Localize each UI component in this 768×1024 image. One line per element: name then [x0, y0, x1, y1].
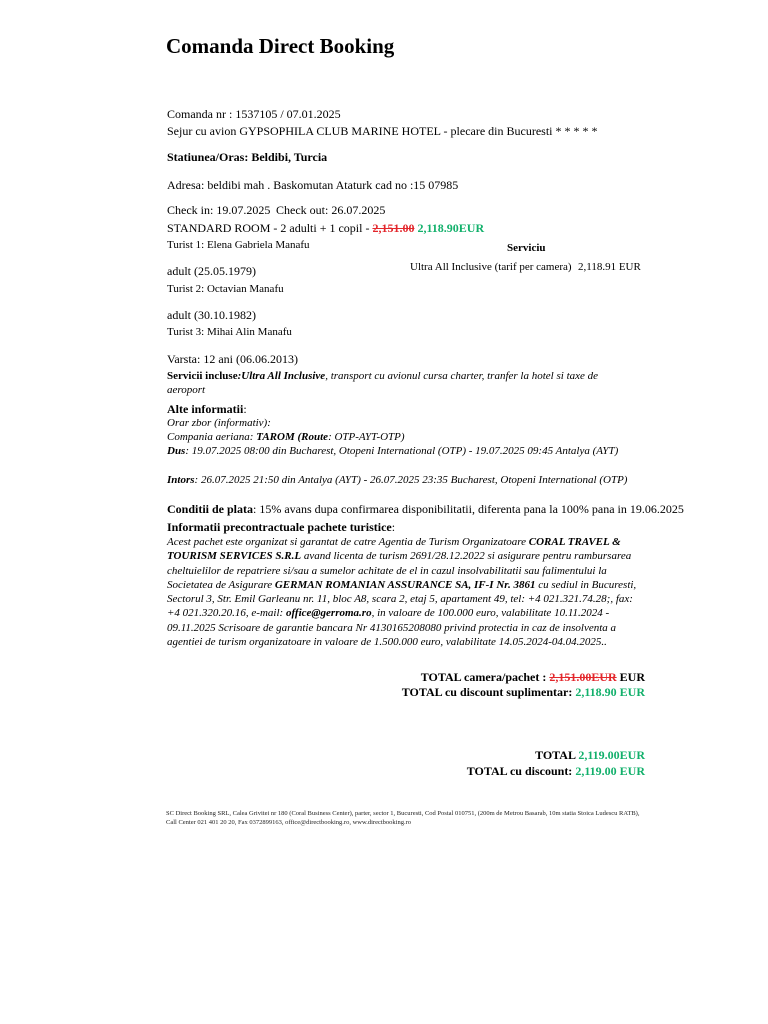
outbound-text: : 19.07.2025 08:00 din Bucharest, Otopeni International (OTP) - 19.07.2025 09:45 Antalya (AYT)	[185, 445, 619, 457]
service-description: Ultra All Inclusive (tarif per camera)	[410, 261, 572, 273]
return-flight	[167, 474, 627, 486]
precontract-p4: , in valoare de 100.000 euro, valabilitate 10.11.2024 - 09.11.2025 Scrisoare de garantie bancara Nr 4130165208080 privind protectia in caz de insolventa a agentiei de turism organizatoare in valoare de 1.500.000 euro, valabilitate 14.05.2024-04.04.2025..	[167, 607, 617, 649]
outbound-flight	[167, 445, 618, 457]
other-info-heading	[167, 402, 247, 417]
tourist-2-type: adult (30.10.1982)	[167, 308, 256, 322]
precontract-label: Informatii precontractuale pachete turistice	[167, 520, 392, 534]
grand-total-value: 2,119.00EUR	[578, 748, 645, 762]
precontract-p2: avand licenta de turism 2691/28.12.2022 si asigurare pentru rambursarea cheltuielilor de repatriere si/sau a sumelor achitate de el in cazul insolvabilitatii sau falimentului la Societatea de Asigurare	[167, 550, 632, 591]
checkin: Check in: 19.07.2025	[167, 203, 271, 217]
outbound-label: Dus	[167, 445, 186, 457]
included-services	[167, 369, 645, 398]
flight-schedule-label: Orar zbor (informativ):	[167, 417, 271, 429]
station-line	[167, 150, 327, 165]
precontract-p1: Acest pachet este organizat si garantat de catre Agentia de Turism Organizatoare	[167, 536, 529, 548]
trip-line: Sejur cu avion GYPSOPHILA CLUB MARINE HOTEL - plecare din Bucuresti * * * * *	[167, 124, 598, 138]
payment-label: Conditii de plata	[167, 502, 254, 516]
total-discount-supp-value: 2,118.90 EUR	[575, 685, 645, 699]
room-description: STANDARD ROOM - 2 adulti + 1 copil -	[167, 221, 370, 235]
tourist-3-name: Turist 3: Mihai Alin Manafu	[167, 326, 292, 338]
return-label: Intors	[167, 474, 195, 486]
grand-total-label: TOTAL	[535, 748, 576, 762]
tourist-1-name: Turist 1: Elena Gabriela Manafu	[167, 239, 310, 251]
total-camera-line	[421, 670, 645, 685]
total-camera-currency: EUR	[619, 670, 645, 684]
included-colon: :	[237, 370, 242, 382]
service-header: Serviciu	[507, 242, 546, 254]
payment-text: : 15% avans dupa confirmarea disponibilitatii, diferenta pana la 100% pana in 19.06.2025	[253, 502, 684, 516]
footer-company-info: SC Direct Booking SRL, Calea Grivitei nr 180 (Coral Business Center), parter, sector 1, Bucuresti, Cod Postal 010751, (200m de Metrou Basarab, 10m statia Stoica Ludescu RATB), Call Center 021 401 20 20, Fax 0372899163, office@directbooking.ro, www.directbooking.ro	[166, 810, 640, 826]
other-info-colon: :	[243, 402, 247, 416]
insurer-email: office@gerroma.ro	[285, 607, 372, 620]
address-line: Adresa: beldibi mah . Baskomutan Ataturk cad no :15 07985	[167, 178, 459, 192]
grand-total-discount-value: 2,119.00 EUR	[575, 764, 645, 778]
room-new-price: 2,118.90EUR	[417, 221, 485, 235]
total-discount-supp-label: TOTAL cu discount suplimentar:	[401, 685, 573, 699]
page-title: Comanda Direct Booking	[166, 34, 395, 58]
included-highlight: Ultra All Inclusive	[241, 370, 326, 382]
airline-label: Compania aeriana:	[167, 431, 257, 443]
grand-total-discount-line	[467, 764, 645, 779]
airline-line	[167, 431, 405, 443]
room-line	[167, 221, 484, 236]
included-line2: aeroport	[167, 384, 206, 397]
included-rest: , transport cu avionul cursa charter, tranfer la hotel si taxe de	[325, 370, 599, 382]
station-value: Beldibi, Turcia	[251, 150, 328, 164]
payment-conditions	[167, 502, 684, 517]
service-price: 2,118.91 EUR	[578, 261, 641, 273]
precontract-colon: :	[391, 520, 396, 534]
included-label: Servicii incluse	[167, 370, 238, 382]
tourist-1-type: adult (25.05.1979)	[167, 264, 256, 278]
total-camera-old: 2,151.00EUR	[549, 670, 617, 684]
precontract-p3: cu sediul in Bucuresti, Sectorul 3, Str. Emil Garleanu nr. 11, bloc A8, scara 2, etaj 5, apartament 49, tel: +4 021.321.74.28;, fax: +4 021.320.20.16, e-mail:	[167, 578, 637, 620]
organizer-company: CORAL TRAVEL & TOURISM SERVICES S.R.L	[167, 536, 621, 563]
room-old-price: 2,151.00	[372, 221, 415, 235]
tourist-3-type: Varsta: 12 ani (06.06.2013)	[167, 352, 298, 366]
precontract-heading	[167, 520, 395, 535]
airline-value: TAROM (Route	[256, 431, 329, 443]
station-label: Statiunea/Oras:	[167, 150, 249, 164]
insurer-name: GERMAN ROMANIAN ASSURANCE SA, IF-I Nr. 3861	[274, 578, 536, 591]
total-camera-label: TOTAL camera/pachet :	[420, 670, 547, 684]
return-text: : 26.07.2025 21:50 din Antalya (AYT) - 26.07.2025 23:35 Bucharest, Otopeni International (OTP)	[194, 474, 628, 486]
checkout: Check out: 26.07.2025	[276, 203, 386, 217]
airline-route: : OTP-AYT-OTP)	[328, 431, 405, 443]
grand-total-line	[535, 748, 645, 763]
tourist-2-name: Turist 2: Octavian Manafu	[167, 283, 284, 295]
order-line: Comanda nr : 1537105 / 07.01.2025	[167, 107, 341, 121]
other-info-label: Alte informatii	[167, 402, 244, 416]
precontract-paragraph	[167, 535, 645, 649]
total-discount-supp-line	[402, 685, 645, 700]
grand-total-discount-label: TOTAL cu discount:	[466, 764, 573, 778]
